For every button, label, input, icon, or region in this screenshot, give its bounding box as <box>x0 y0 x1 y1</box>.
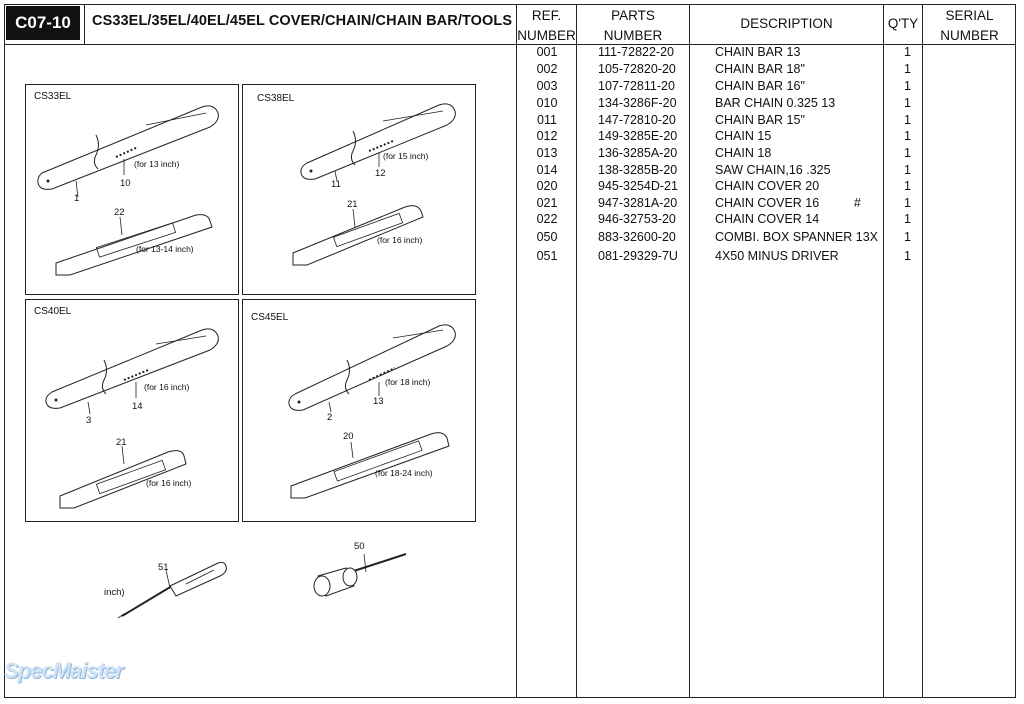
part-number-cell: 883-32600-20 <box>598 230 676 244</box>
table-row <box>518 146 918 163</box>
header-ref <box>517 6 576 46</box>
part-number-cell: 105-72820-20 <box>598 62 676 76</box>
cover-note: (for 18-24 inch) <box>375 468 433 478</box>
description-cell: CHAIN COVER 14 <box>715 212 820 226</box>
header-serial-line1: SERIAL <box>945 8 994 23</box>
ref-cell: 022 <box>536 212 558 226</box>
watermark-logo: SpecMaister <box>4 658 123 683</box>
table-row <box>518 230 918 247</box>
qty-cell: 1 <box>904 45 911 59</box>
table-row <box>518 96 918 113</box>
tools-illustration <box>110 540 430 630</box>
qty-cell: 1 <box>904 129 911 143</box>
code-divider <box>84 4 85 44</box>
header-parts-line1: PARTS <box>611 8 655 23</box>
description-cell: CHAIN COVER 16 # <box>715 196 861 210</box>
ref-cell: 051 <box>536 249 558 263</box>
description-cell: COMBI. BOX SPANNER 13X <box>715 230 879 244</box>
part-number-cell: 945-3254D-21 <box>598 179 678 193</box>
cover-callout: 22 <box>114 207 125 218</box>
part-number-cell: 149-3285E-20 <box>598 129 678 143</box>
spanner-callout: 50 <box>354 541 365 552</box>
qty-cell: 1 <box>904 96 911 110</box>
model-label: CS40EL <box>34 306 72 317</box>
diagram-box-cs45el <box>242 299 476 522</box>
table-row <box>518 129 918 146</box>
qty-cell: 1 <box>904 146 911 160</box>
description-cell: CHAIN BAR 16" <box>715 79 805 93</box>
chain-callout: 13 <box>373 396 384 407</box>
diagram-box-cs40el <box>25 299 239 522</box>
qty-cell: 1 <box>904 230 911 244</box>
table-row <box>518 179 918 196</box>
cover-callout: 21 <box>116 437 127 448</box>
qty-cell: 1 <box>904 179 911 193</box>
bar-callout: 1 <box>74 193 80 204</box>
ref-cell: 050 <box>536 230 558 244</box>
description-cell: BAR CHAIN 0.325 13 <box>715 96 836 110</box>
table-row <box>518 249 918 266</box>
bar-callout: 2 <box>327 412 333 423</box>
chain-bar-illustration <box>243 85 477 296</box>
qty-cell: 1 <box>904 196 911 210</box>
cover-callout: 21 <box>347 199 358 210</box>
col-sep-ref <box>516 4 517 698</box>
header-serial <box>923 6 1016 46</box>
ref-cell: 014 <box>536 163 558 177</box>
header-ref-line2: NUMBER <box>517 28 576 43</box>
table-row <box>518 196 918 213</box>
model-label: CS45EL <box>251 312 289 323</box>
part-number-cell: 107-72811-20 <box>598 79 675 93</box>
description-cell: CHAIN 15 <box>715 129 772 143</box>
col-sep-serial <box>922 4 923 698</box>
header-serial-line2: NUMBER <box>940 28 999 43</box>
description-cell: CHAIN BAR 13 <box>715 45 801 59</box>
header-parts <box>577 6 689 46</box>
part-number-cell: 111-72822-20 <box>598 45 674 59</box>
table-row <box>518 113 918 130</box>
part-number-cell: 134-3286F-20 <box>598 96 677 110</box>
ref-cell: 021 <box>536 196 558 210</box>
chain-note: (for 13 inch) <box>134 159 180 169</box>
model-label: CS33EL <box>34 91 72 102</box>
chain-bar-illustration <box>243 300 477 523</box>
header-parts-line2: NUMBER <box>603 28 663 43</box>
qty-cell: 1 <box>904 62 911 76</box>
ref-cell: 001 <box>536 45 558 59</box>
description-cell: CHAIN BAR 15" <box>715 113 805 127</box>
ref-cell: 020 <box>536 179 558 193</box>
part-number-cell: 147-72810-20 <box>598 113 676 127</box>
ref-cell: 010 <box>536 96 558 110</box>
diagram-box-cs33el <box>25 84 239 295</box>
cover-note: (for 16 inch) <box>146 478 192 488</box>
table-row <box>518 45 918 62</box>
ref-cell: 013 <box>536 146 558 160</box>
table-row <box>518 163 918 180</box>
part-number-cell: 136-3285A-20 <box>598 146 678 160</box>
description-cell: CHAIN COVER 20 <box>715 179 820 193</box>
ref-cell: 012 <box>536 129 558 143</box>
header-qty: Q'TY <box>887 16 919 31</box>
chain-callout: 14 <box>132 401 143 412</box>
chain-note: (for 18 inch) <box>385 377 431 387</box>
qty-cell: 1 <box>904 113 911 127</box>
table-row <box>518 212 918 229</box>
cover-note: (for 16 inch) <box>377 235 423 245</box>
table-row <box>518 62 918 79</box>
chain-bar-illustration <box>26 85 240 296</box>
part-number-cell: 081-29329-7U <box>598 249 678 263</box>
bar-callout: 11 <box>331 179 341 190</box>
cover-note: (for 13-14 inch) <box>136 244 194 254</box>
description-cell: CHAIN BAR 18" <box>715 62 805 76</box>
page-title: CS33EL/35EL/40EL/45EL COVER/CHAIN/CHAIN BAR/TOOLS <box>92 13 513 29</box>
part-number-cell: 138-3285B-20 <box>598 163 678 177</box>
bar-callout: 3 <box>86 415 92 426</box>
diagram-box-cs38el <box>242 84 476 295</box>
driver-callout: 51 <box>158 562 169 573</box>
model-label: CS38EL <box>257 93 295 104</box>
chain-callout: 10 <box>120 178 131 189</box>
part-number-cell: 946-32753-20 <box>598 212 676 226</box>
header-description: DESCRIPTION <box>740 16 833 31</box>
header-ref-line1: REF. <box>531 8 562 23</box>
ref-cell: 011 <box>537 113 557 127</box>
description-cell: CHAIN 18 <box>715 146 772 160</box>
chain-note: (for 16 inch) <box>144 382 190 392</box>
driver-note: inch) <box>104 587 125 598</box>
table-row <box>518 79 918 96</box>
chain-callout: 12 <box>375 168 386 179</box>
page-code: C07-10 <box>6 6 80 40</box>
ref-cell: 003 <box>536 79 558 93</box>
description-cell: SAW CHAIN,16 .325 <box>715 163 831 177</box>
chain-note: (for 15 inch) <box>383 151 429 161</box>
description-cell: 4X50 MINUS DRIVER <box>715 249 839 263</box>
cover-callout: 20 <box>343 431 354 442</box>
qty-cell: 1 <box>904 212 911 226</box>
qty-cell: 1 <box>904 163 911 177</box>
qty-cell: 1 <box>904 79 911 93</box>
ref-cell: 002 <box>536 62 558 76</box>
part-number-cell: 947-3281A-20 <box>598 196 678 210</box>
qty-cell: 1 <box>904 249 911 263</box>
